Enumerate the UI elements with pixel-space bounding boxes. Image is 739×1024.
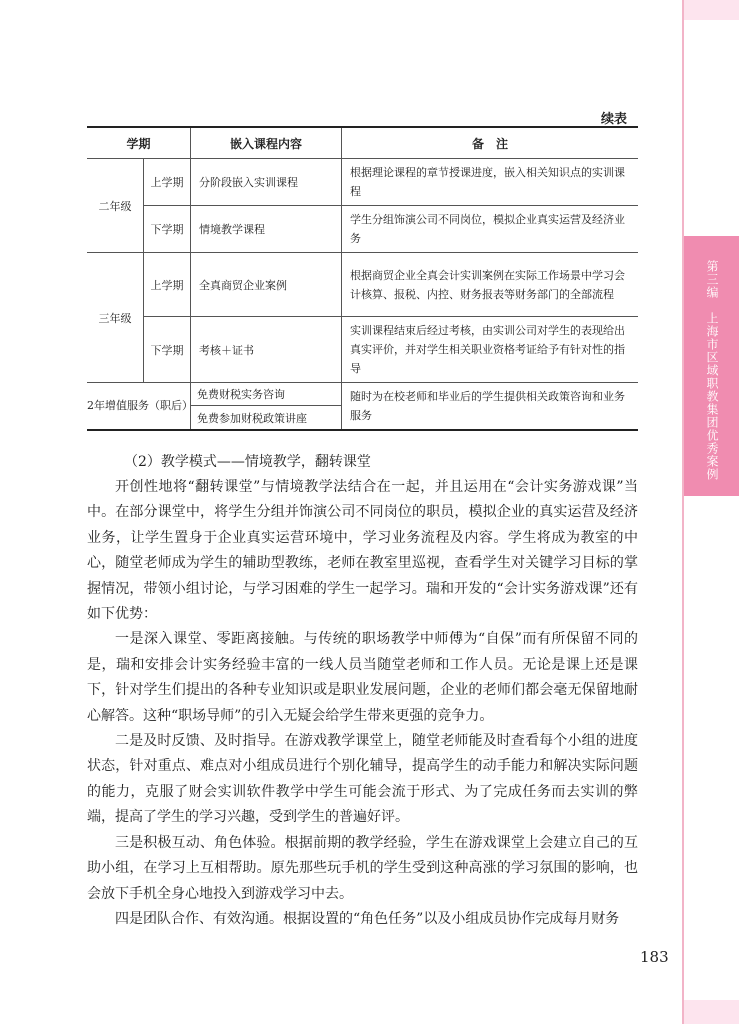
paragraph: 一是深入课堂、零距离接触。与传统的职场教学中师傅为“自保”而有所保留不同的是，瑞和安排会计实务经验丰富的一线人员当随堂老师和工作人员。无论是课上还是课下，针对学生们提出的各种专业知识或是职业发展问题，企业的老师们都会毫无保留地耐心解答。这种“职场导师”的引入无疑会给学生带来更强的竞争力。 bbox=[87, 631, 638, 724]
note-cell: 根据商贸企业全真会计实训案例在实际工作场景中学习会计核算、报税、内控、财务报表等财务部门的全部流程 bbox=[342, 253, 639, 317]
service-label-cell: 2年增值服务（职后） bbox=[87, 383, 191, 431]
header-semester: 学期 bbox=[87, 127, 191, 159]
bottom-margin-band bbox=[684, 1000, 739, 1024]
course-cell: 情境教学课程 bbox=[191, 206, 342, 253]
continued-label: 续表 bbox=[600, 112, 627, 127]
semester-cell: 下学期 bbox=[144, 206, 191, 253]
semester-cell: 下学期 bbox=[144, 317, 191, 383]
semester-cell: 上学期 bbox=[144, 159, 191, 206]
grade-cell: 三年级 bbox=[87, 253, 144, 383]
section-heading: （2）教学模式——情境教学，翻转课堂 bbox=[124, 454, 371, 470]
paragraph: 四是团队合作、有效沟通。根据设置的“角色任务”以及小组成员协作完成每月财务 bbox=[115, 910, 620, 927]
top-margin-band bbox=[684, 0, 739, 20]
table-header-row bbox=[87, 127, 638, 159]
course-cell: 考核＋证书 bbox=[191, 317, 342, 383]
course-cell: 全真商贸企业案例 bbox=[191, 253, 342, 317]
service-item-cell: 免费财税实务咨询 bbox=[191, 383, 342, 406]
chapter-side-label: 第三编 上海市区域职教集团优秀案例 bbox=[705, 260, 719, 481]
note-cell: 实训课程结束后经过考核，由实训公司对学生的表现给出真实评价，并对学生相关职业资格考证给予有针对性的指导 bbox=[342, 317, 639, 383]
side-margin-line bbox=[682, 0, 684, 1024]
table-row-service bbox=[87, 383, 638, 406]
page-number: 183 bbox=[640, 948, 669, 966]
grade-cell: 二年级 bbox=[87, 159, 144, 253]
note-cell: 学生分组饰演公司不同岗位，模拟企业真实运营及经济业务 bbox=[342, 206, 639, 253]
service-item-cell: 免费参加财税政策讲座 bbox=[191, 406, 342, 430]
table-row bbox=[87, 317, 638, 383]
table-row bbox=[87, 253, 638, 317]
curriculum-table bbox=[87, 126, 638, 431]
paragraph: 二是及时反馈、及时指导。在游戏教学课堂上，随堂老师能及时查看每个小组的进度状态，针对重点、难点对小组成员进行个别化辅导，提高学生的动手能力和解决实际问题的能力，克服了财会实训软件教学中学生可能会流于形式、为了完成任务而去实训的弊端，提高了学生的学习兴趣，受到学生的普遍好评。 bbox=[87, 733, 638, 826]
header-course: 嵌入课程内容 bbox=[191, 127, 342, 159]
semester-cell: 上学期 bbox=[144, 253, 191, 317]
header-note: 备 注 bbox=[342, 127, 639, 159]
body-text bbox=[87, 475, 638, 932]
note-cell: 根据理论课程的章节授课进度，嵌入相关知识点的实训课程 bbox=[342, 159, 639, 206]
paragraph: 三是积极互动、角色体验。根据前期的教学经验，学生在游戏课堂上会建立自己的互助小组，在学习上互相帮助。原先那些玩手机的学生受到这种高涨的学习氛围的影响，也会放下手机全身心地投入到游戏学习中去。 bbox=[87, 834, 638, 902]
table-row bbox=[87, 159, 638, 206]
course-cell: 分阶段嵌入实训课程 bbox=[191, 159, 342, 206]
table-row bbox=[87, 206, 638, 253]
paragraph: 开创性地将“翻转课堂”与情境教学法结合在一起，并且运用在“会计实务游戏课”当中。在部分课堂中，将学生分组并饰演公司不同岗位的职员，模拟企业的真实运营及经济业务，让学生置身于企业真实运营环境中，学习业务流程及内容。学生将成为教室的中心，随堂老师成为学生的辅助型教练，老师在教室里巡视，查看学生对关键学习目标的掌握情况，带领小组讨论，与学习困难的学生一起学习。瑞和开发的“会计实务游戏课”还有如下优势： bbox=[87, 479, 638, 623]
service-note-cell: 随时为在校老师和毕业后的学生提供相关政策咨询和业务服务 bbox=[342, 383, 639, 431]
